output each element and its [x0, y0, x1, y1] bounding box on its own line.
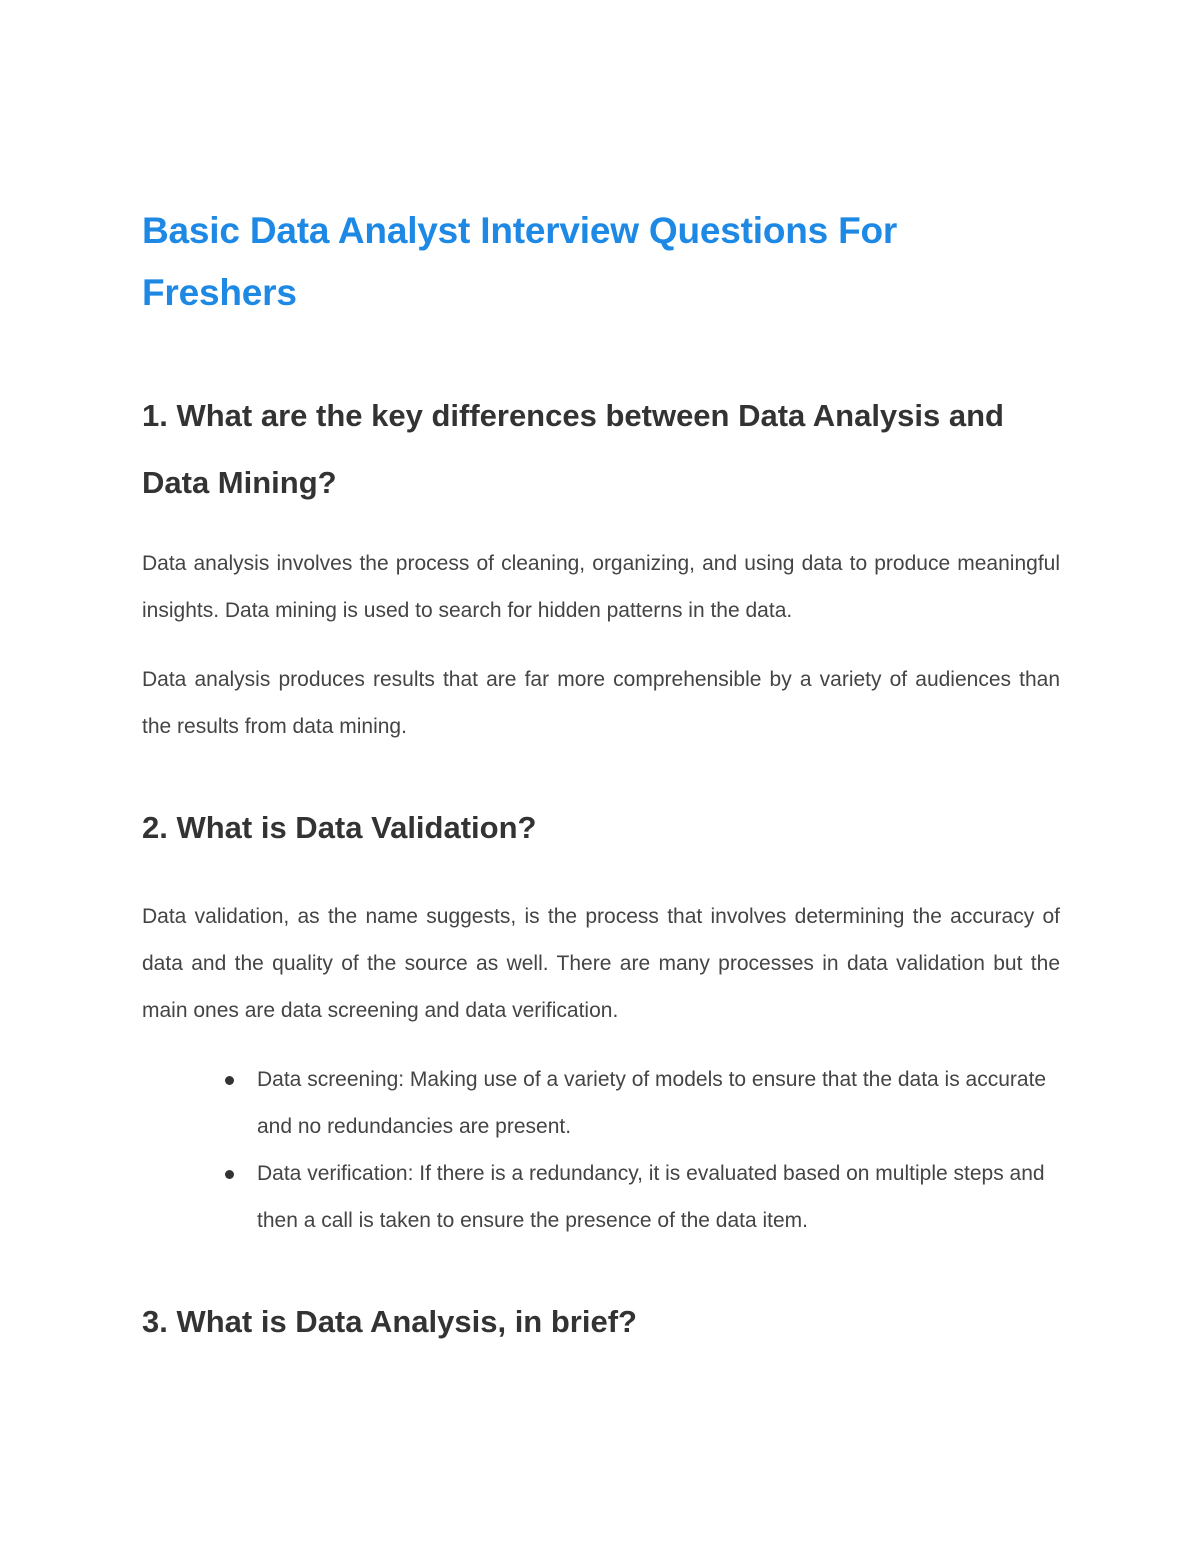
question-2-heading: 2. What is Data Validation? [142, 810, 537, 845]
bullet-item-data-verification [257, 1150, 1060, 1244]
page-title: Basic Data Analyst Interview Questions For Freshers [142, 210, 898, 313]
question-2-bullet-list [142, 1056, 1060, 1244]
bullet-dot-icon [225, 1076, 234, 1085]
question-3-heading: 3. What is Data Analysis, in brief? [142, 1304, 637, 1339]
question-1-heading: 1. What are the key differences between Data Analysis and Data Mining? [142, 398, 1004, 500]
question-1-paragraph-1: Data analysis involves the process of cleaning, organizing, and using data to produce meaningful insights. Data mining is used to search for hidden patterns in the data. [142, 552, 1060, 622]
document-page [142, 200, 1060, 1355]
bullet-text: Data screening: Making use of a variety of models to ensure that the data is accurate and no redundancies are present. [257, 1068, 1047, 1138]
bullet-item-data-screening [257, 1056, 1060, 1150]
question-2-paragraph-1: Data validation, as the name suggests, is the process that involves determining the accuracy of data and the quality of the source as well. There are many processes in data validation but the main ones are data screening and data verification. [142, 905, 1060, 1022]
question-1-paragraph-2: Data analysis produces results that are far more comprehensible by a variety of audiences than the results from data mining. [142, 668, 1060, 738]
bullet-dot-icon [225, 1170, 234, 1179]
bullet-text: Data verification: If there is a redundancy, it is evaluated based on multiple steps and then a call is taken to ensure the presence of the data item. [257, 1162, 1045, 1232]
